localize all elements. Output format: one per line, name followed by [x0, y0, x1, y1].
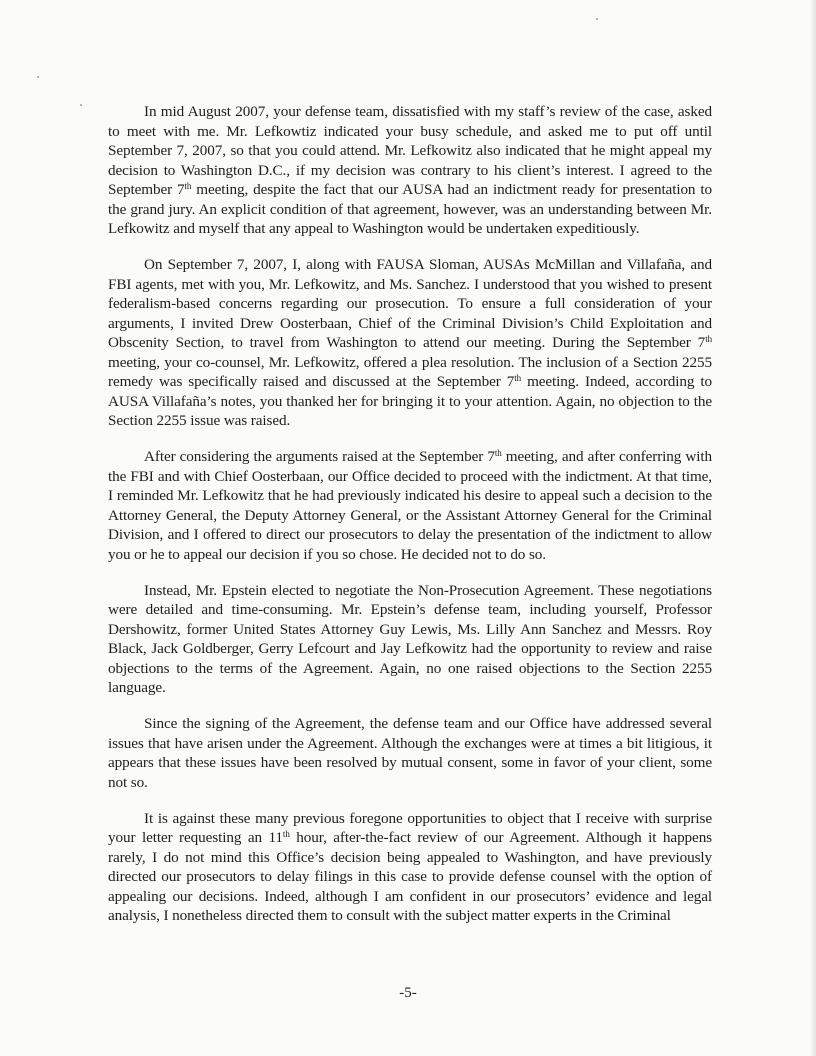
ordinal-suffix: th [282, 829, 290, 839]
paragraph-2 [108, 255, 712, 431]
scan-speck [37, 76, 39, 78]
ordinal-suffix: th [494, 448, 502, 458]
paragraph-1 [108, 102, 712, 239]
text-run: After considering the arguments raised at the September 7 [144, 448, 495, 465]
text-run: meeting. Indeed, according to AUSA Villafaña’s notes, you thanked her for bringing it to your attention. Again, no objection to the Section 2255 issue was raised. [108, 373, 712, 429]
scan-edge-shadow [810, 0, 816, 1056]
text-run: In mid August 2007, your defense team, dissatisfied with my staff’s review of the case, asked to meet with me. Mr. Lefkowtiz indicated your busy schedule, and asked me to put off until September 7, 2007, so that you could attend. Mr. Lefkowitz also indicated that he might appeal my decision to Washington D.C., if my decision was contrary to his client’s interest. I agreed to the September 7 [108, 103, 712, 198]
text-run: meeting, despite the fact that our AUSA had an indictment ready for presentation to the grand jury. An explicit condition of that agreement, however, was an understanding between Mr. Lefkowitz and myself that any appeal to Washington would be undertaken expeditiously. [108, 181, 712, 237]
text-run: Instead, Mr. Epstein elected to negotiate the Non-Prosecution Agreement. These negotiations were detailed and time-consuming. Mr. Epstein’s defense team, including yourself, Professor Dershowitz, former United States Attorney Guy Lewis, Ms. Lilly Ann Sanchez and Messrs. Roy Black, Jack Goldberger, Gerry Lefcourt and Jay Lefkowitz had the opportunity to review and raise objections to the terms of the Agreement. Again, no one raised objections to the Section 2255 language. [108, 581, 712, 696]
text-run: meeting, your co-counsel, Mr. Lefkowitz, offered a plea resolution. The inclusion of a Section 2255 remedy was specifically raised and discussed at the September 7 [108, 353, 712, 390]
paragraph-3 [108, 447, 712, 564]
text-run: On September 7, 2007, I, along with FAUSA Sloman, AUSAs McMillan and Villafaña, and FBI agents, met with you, Mr. Lefkowitz, and Ms. Sanchez. I understood that you wished to present federalism-based concerns regarding our prosecution. To ensure a full consideration of your arguments, I invited Drew Oosterbaan, Chief of the Criminal Division’s Child Exploitation and Obscenity Section, to travel from Washington to attend our meeting. During the September 7 [108, 256, 712, 351]
page-number: -5- [399, 985, 417, 1001]
text-run: It is against these many previous foregone opportunities to object that I receive with surprise your letter requesting an 11 [108, 809, 712, 846]
text-run: meeting, and after conferring with the FBI and with Chief Oosterbaan, our Office decided to proceed with the indictment. At that time, I reminded Mr. Lefkowitz that he had previously indicated his desire to appeal such a decision to the Attorney General, the Deputy Attorney General, or the Assistant Attorney General for the Criminal Division, and I offered to direct our prosecutors to delay the presentation of the indictment to allow you or he to appeal our decision if you so chose. He decided not to do so. [108, 448, 712, 563]
paragraph-5 [108, 714, 712, 792]
text-run: hour, after-the-fact review of our Agreement. Although it happens rarely, I do not mind this Office’s decision being appealed to Washington, and have previously directed our prosecutors to delay filings in this case to provide defense counsel with the option of appealing our decisions. Indeed, although I am confident in our prosecutors’ evidence and legal analysis, I nonetheless directed them to consult with the subject matter experts in the Criminal [108, 829, 712, 924]
text-run: Since the signing of the Agreement, the defense team and our Office have addressed several issues that have arisen under the Agreement. Although the exchanges were at times a bit litigious, it appears that these issues have been resolved by mutual consent, some in favor of your client, some not so. [108, 715, 712, 791]
ordinal-suffix: th [514, 373, 522, 383]
letter-body [108, 102, 712, 942]
ordinal-suffix: th [184, 181, 192, 191]
scan-speck [80, 104, 82, 106]
scan-speck [596, 18, 598, 20]
paragraph-4 [108, 581, 712, 698]
paragraph-6 [108, 809, 712, 926]
ordinal-suffix: th [705, 334, 712, 344]
